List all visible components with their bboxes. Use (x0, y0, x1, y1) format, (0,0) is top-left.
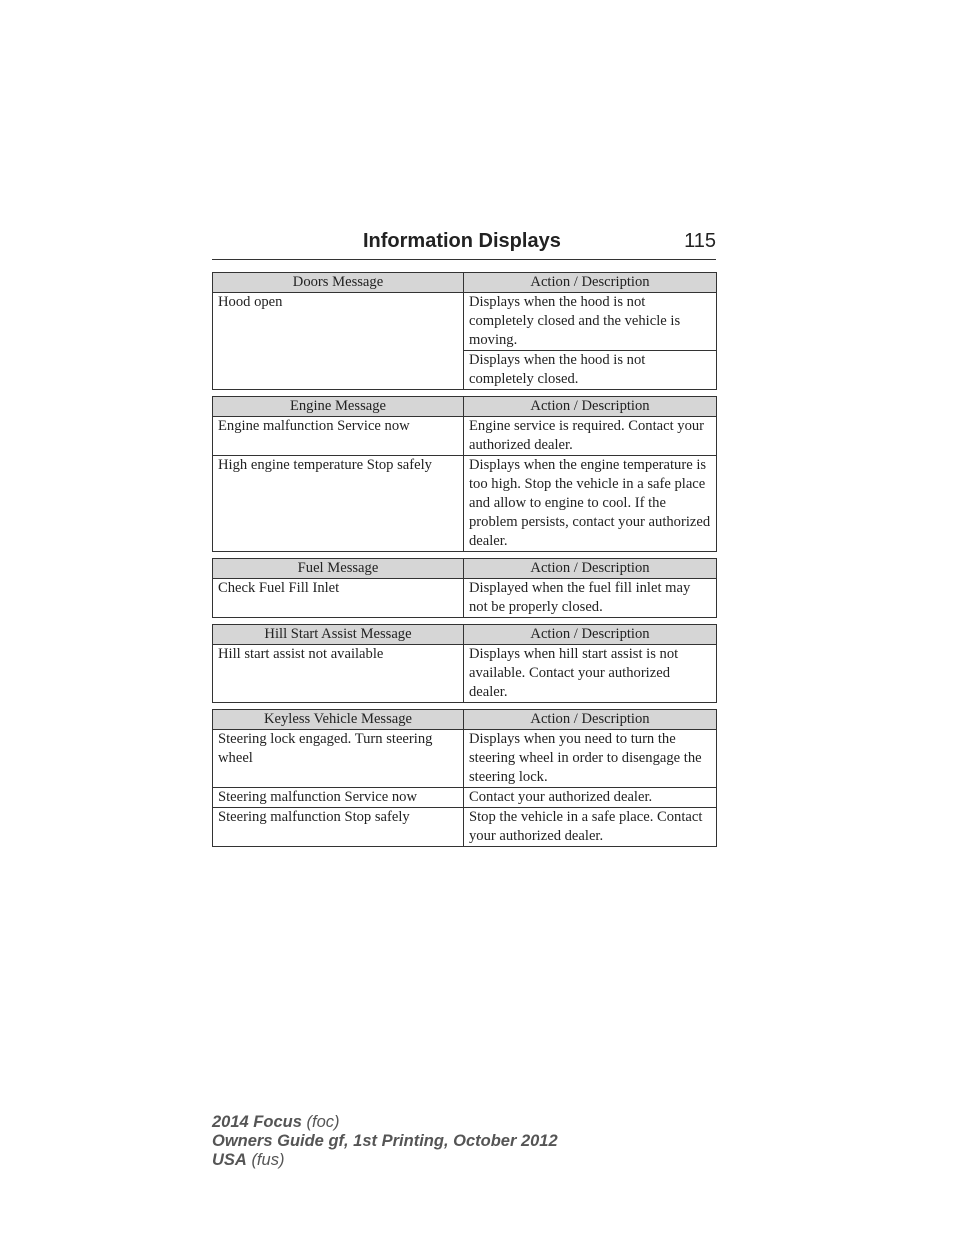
table-row (213, 645, 717, 703)
message-table (212, 709, 717, 847)
message-cell: Hood open (213, 293, 464, 390)
column-header-action: Action / Description (464, 397, 717, 417)
column-header-action: Action / Description (464, 273, 717, 293)
column-header-message: Hill Start Assist Message (213, 625, 464, 645)
action-cell: Displays when the hood is not completely closed. (464, 351, 717, 390)
message-tables (212, 272, 716, 853)
action-cell: Displays when the engine temperature is too high. Stop the vehicle in a safe place and allow to engine to cool. If the problem persists, contact your authorized dealer. (464, 456, 717, 552)
column-header-action: Action / Description (464, 710, 717, 730)
action-cell: Contact your authorized dealer. (464, 788, 717, 808)
message-table (212, 558, 717, 618)
table-row (213, 730, 717, 788)
message-cell: Steering malfunction Service now (213, 788, 464, 808)
message-table (212, 624, 717, 703)
action-cell: Displays when hill start assist is not available. Contact your authorized dealer. (464, 645, 717, 703)
column-header-action: Action / Description (464, 625, 717, 645)
action-cell: Displays when the hood is not completely closed and the vehicle is moving. (464, 293, 717, 351)
message-cell: Engine malfunction Service now (213, 417, 464, 456)
message-cell: Steering malfunction Stop safely (213, 808, 464, 847)
column-header-message: Engine Message (213, 397, 464, 417)
table-row (213, 579, 717, 618)
footer-line-1: 2014 Focus (foc) (212, 1113, 340, 1131)
table-row (213, 293, 717, 351)
table-row (213, 456, 717, 552)
column-header-message: Fuel Message (213, 559, 464, 579)
table-row (213, 808, 717, 847)
column-header-message: Keyless Vehicle Message (213, 710, 464, 730)
table-row (213, 788, 717, 808)
footer-line-3: USA (fus) (212, 1151, 285, 1169)
action-cell: Engine service is required. Contact your authorized dealer. (464, 417, 717, 456)
page-header (212, 229, 716, 260)
message-cell: Steering lock engaged. Turn steering wheel (213, 730, 464, 788)
message-cell: Check Fuel Fill Inlet (213, 579, 464, 618)
message-table (212, 396, 717, 552)
page-title: Information Displays (363, 230, 561, 252)
table-row (213, 417, 717, 456)
message-cell: Hill start assist not available (213, 645, 464, 703)
action-cell: Displays when you need to turn the steering wheel in order to disengage the steering lock. (464, 730, 717, 788)
action-cell: Displayed when the fuel fill inlet may not be properly closed. (464, 579, 717, 618)
footer-line-2: Owners Guide gf, 1st Printing, October 2012 (212, 1132, 558, 1150)
column-header-message: Doors Message (213, 273, 464, 293)
action-cell: Stop the vehicle in a safe place. Contact your authorized dealer. (464, 808, 717, 847)
page-number: 115 (684, 230, 716, 252)
column-header-action: Action / Description (464, 559, 717, 579)
message-cell: High engine temperature Stop safely (213, 456, 464, 552)
page-footer (212, 1113, 558, 1170)
message-table (212, 272, 717, 390)
